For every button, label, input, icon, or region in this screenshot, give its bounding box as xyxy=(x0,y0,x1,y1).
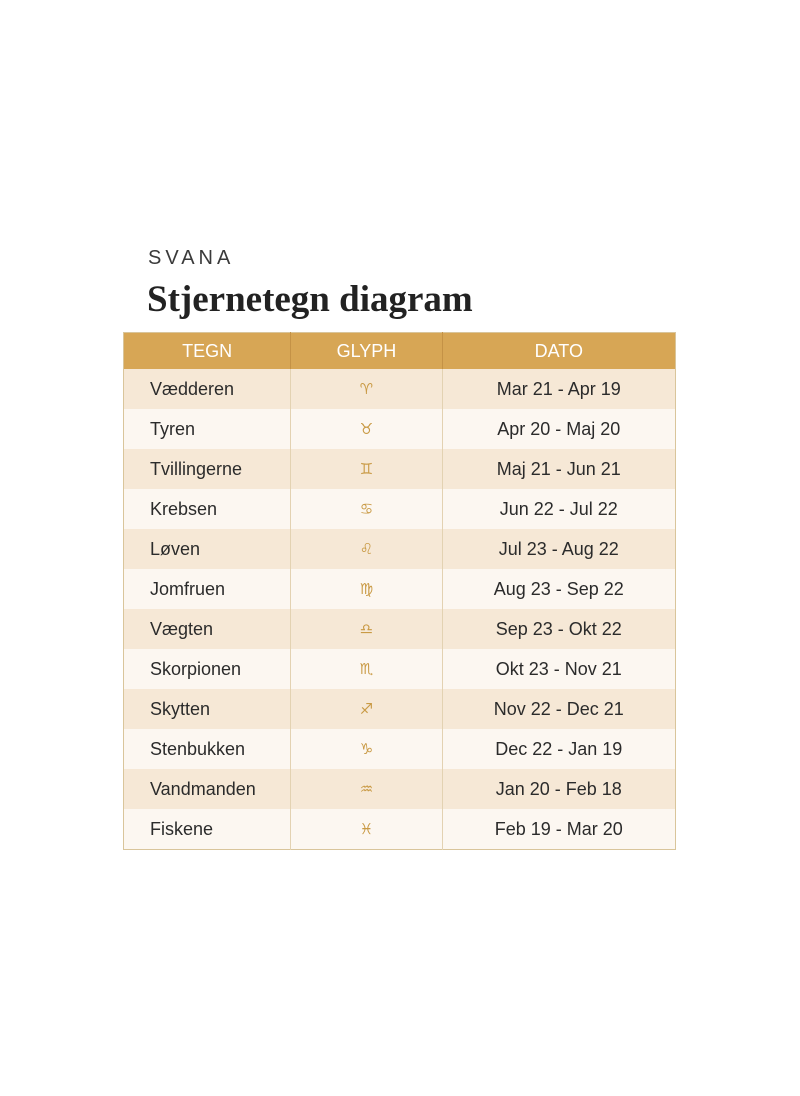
pisces-icon: ♓ xyxy=(291,809,442,850)
brand-name: SVANA xyxy=(148,247,235,269)
libra-icon: ♎ xyxy=(291,609,442,649)
table-row xyxy=(124,529,676,569)
sign-name: Skytten xyxy=(124,689,291,729)
leo-icon: ♌ xyxy=(291,529,442,569)
taurus-icon: ♉ xyxy=(291,409,442,449)
sign-name: Krebsen xyxy=(124,489,291,529)
date-range: Aug 23 - Sep 22 xyxy=(442,569,675,609)
date-range: Nov 22 - Dec 21 xyxy=(442,689,675,729)
sign-name: Tvillingerne xyxy=(124,449,291,489)
cancer-icon: ♋ xyxy=(291,489,442,529)
date-range: Okt 23 - Nov 21 xyxy=(442,649,675,689)
table-row xyxy=(124,369,676,409)
sign-name: Tyren xyxy=(124,409,291,449)
date-range: Apr 20 - Maj 20 xyxy=(442,409,675,449)
sign-name: Vandmanden xyxy=(124,769,291,809)
table-row xyxy=(124,609,676,649)
table-row xyxy=(124,409,676,449)
table-row xyxy=(124,569,676,609)
table-row xyxy=(124,449,676,489)
date-range: Sep 23 - Okt 22 xyxy=(442,609,675,649)
table-row xyxy=(124,649,676,689)
aries-icon: ♈ xyxy=(291,369,442,409)
table-row xyxy=(124,489,676,529)
date-range: Dec 22 - Jan 19 xyxy=(442,729,675,769)
date-range: Jul 23 - Aug 22 xyxy=(442,529,675,569)
gemini-icon: ♊ xyxy=(291,449,442,489)
sign-name: Skorpionen xyxy=(124,649,291,689)
capricorn-icon: ♑ xyxy=(291,729,442,769)
scorpio-icon: ♏ xyxy=(291,649,442,689)
zodiac-table xyxy=(123,332,676,850)
date-range: Jun 22 - Jul 22 xyxy=(442,489,675,529)
table-row xyxy=(124,809,676,850)
sign-name: Fiskene xyxy=(124,809,291,850)
date-range: Jan 20 - Feb 18 xyxy=(442,769,675,809)
table-row xyxy=(124,729,676,769)
sign-name: Jomfruen xyxy=(124,569,291,609)
virgo-icon: ♍ xyxy=(291,569,442,609)
table-row xyxy=(124,689,676,729)
sign-name: Vægten xyxy=(124,609,291,649)
header-glyph: GLYPH xyxy=(291,333,442,370)
table-row xyxy=(124,769,676,809)
date-range: Mar 21 - Apr 19 xyxy=(442,369,675,409)
date-range: Maj 21 - Jun 21 xyxy=(442,449,675,489)
table-header-row xyxy=(124,333,676,370)
header-date: DATO xyxy=(442,333,675,370)
date-range: Feb 19 - Mar 20 xyxy=(442,809,675,850)
sign-name: Løven xyxy=(124,529,291,569)
header-sign: TEGN xyxy=(124,333,291,370)
sign-name: Stenbukken xyxy=(124,729,291,769)
sagittarius-icon: ♐ xyxy=(291,689,442,729)
page-title: Stjernetegn diagram xyxy=(147,279,473,320)
aquarius-icon: ♒ xyxy=(291,769,442,809)
sign-name: Vædderen xyxy=(124,369,291,409)
